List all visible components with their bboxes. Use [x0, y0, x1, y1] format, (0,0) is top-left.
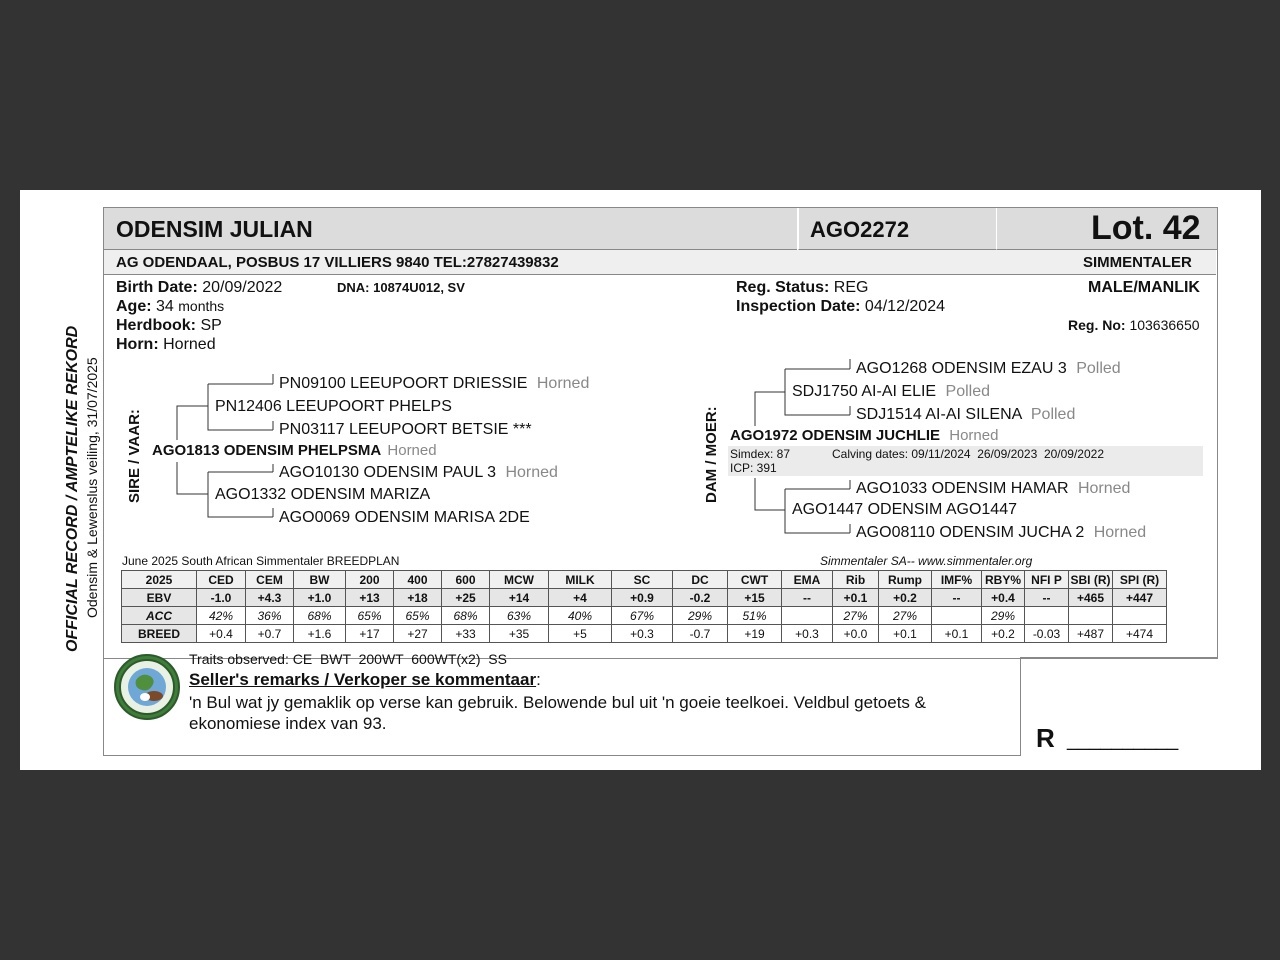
- ebv-header-cell: RBY%: [982, 571, 1025, 589]
- horn-status: Horned: [536, 375, 590, 392]
- animal-name-text: AGO08110 ODENSIM JUCHA 2: [856, 524, 1085, 541]
- ebv-cell: +4: [549, 589, 612, 607]
- ebv-header-cell: DC: [673, 571, 728, 589]
- sire-dam-dam: AGO0069 ODENSIM MARISA 2DE: [279, 509, 530, 526]
- dna-info: DNA: 10874U012, SV: [337, 280, 465, 295]
- ebv-cell: +15: [728, 589, 782, 607]
- ebv-row: [122, 589, 1167, 607]
- ebv-cell: 67%: [612, 607, 673, 625]
- ebv-header-cell: BW: [294, 571, 346, 589]
- remarks-heading-row: [189, 670, 541, 690]
- breed-name: SIMMENTALER: [1083, 254, 1192, 271]
- regno-label: Reg. No:: [1068, 317, 1126, 333]
- birth-label: Birth Date:: [116, 279, 198, 296]
- ebv-cell: 40%: [549, 607, 612, 625]
- animal-name-text: AGO1268 ODENSIM EZAU 3: [856, 360, 1067, 377]
- ebv-cell: -0.7: [673, 625, 728, 643]
- ebv-row-label: EBV: [122, 589, 197, 607]
- ebv-cell: 42%: [197, 607, 246, 625]
- ebv-cell: +13: [346, 589, 394, 607]
- ebv-header-cell: Rib: [833, 571, 879, 589]
- ebv-cell: 68%: [294, 607, 346, 625]
- dam-label: DAM / MOER:: [703, 406, 720, 503]
- remarks-heading: Seller's remarks / Verkoper se kommentaar: [189, 670, 537, 689]
- ebv-header-cell: NFI P: [1025, 571, 1069, 589]
- horn-label: Horn:: [116, 336, 159, 353]
- ebv-cell: -0.03: [1025, 625, 1069, 643]
- ebv-cell: +0.1: [833, 589, 879, 607]
- animal-name-text: PN09100 LEEUPOORT DRIESSIE: [279, 375, 528, 392]
- ebv-cell: 29%: [673, 607, 728, 625]
- ebv-cell: +0.4: [197, 625, 246, 643]
- dam-dam-dam: [856, 524, 1146, 542]
- ebv-cell: 68%: [442, 607, 490, 625]
- ebv-cell: --: [782, 589, 833, 607]
- animal-name: ODENSIM JULIAN: [116, 216, 313, 242]
- ebv-cell: [932, 607, 982, 625]
- price-box-divider: [1020, 657, 1021, 756]
- ebv-header-cell: EMA: [782, 571, 833, 589]
- ebv-cell: [1113, 607, 1167, 625]
- ebv-cell: +0.1: [932, 625, 982, 643]
- horn-status: Polled: [945, 383, 991, 400]
- price-box-top: [1020, 657, 1217, 658]
- ebv-cell: 36%: [246, 607, 294, 625]
- inspection-label: Inspection Date:: [736, 298, 861, 315]
- ebv-cell: +1.0: [294, 589, 346, 607]
- regstatus-label: Reg. Status:: [736, 279, 830, 296]
- ebv-cell: +25: [442, 589, 490, 607]
- ebv-header-cell: CED: [197, 571, 246, 589]
- ebv-header-cell: 200: [346, 571, 394, 589]
- ebv-cell: +465: [1069, 589, 1113, 607]
- price-label: R: [1036, 723, 1055, 753]
- ebv-header-row: [122, 571, 1167, 589]
- remarks-colon: :: [536, 670, 541, 689]
- ebv-cell: [1069, 607, 1113, 625]
- herdbook-label: Herdbook:: [116, 317, 196, 334]
- ebv-row-label: BREED: [122, 625, 197, 643]
- ebv-header-cell: Rump: [879, 571, 932, 589]
- dam-sire-dam: [856, 406, 1075, 424]
- ebv-header-cell: IMF%: [932, 571, 982, 589]
- herdbook-value: SP: [200, 317, 222, 334]
- globe-icon: [116, 656, 178, 718]
- birth-value: 20/09/2022: [202, 279, 283, 296]
- ebv-cell: 27%: [833, 607, 879, 625]
- ebv-table: [121, 570, 1167, 643]
- ebv-cell: +0.2: [879, 589, 932, 607]
- ebv-header-cell: SBI (R): [1070, 572, 1111, 587]
- ebv-cell: +18: [394, 589, 442, 607]
- ebv-cell: --: [932, 589, 982, 607]
- sire-sire-dam: PN03117 LEEUPOORT BETSIE ***: [279, 421, 532, 438]
- breedplan-website: Simmentaler SA-- www.simmentaler.org: [820, 554, 1033, 568]
- ebv-cell: 29%: [982, 607, 1025, 625]
- calving-dates: Calving dates: 09/11/2024 26/09/2023 20/09/2022: [832, 447, 1104, 461]
- horn-status: Horned: [387, 442, 437, 459]
- animal-name-text: AGO1813 ODENSIM PHELPSMA: [152, 442, 382, 459]
- animal-name-text: AGO1972 ODENSIM JUCHLIE: [730, 427, 941, 444]
- ebv-cell: +0.7: [246, 625, 294, 643]
- ebv-cell: +19: [728, 625, 782, 643]
- sex: MALE/MANLIK: [1088, 279, 1200, 296]
- dam-dam-sire: [856, 480, 1130, 498]
- frame-left-ext: [103, 657, 104, 756]
- frame-bottom: [103, 755, 1021, 756]
- ebv-cell: -0.2: [673, 589, 728, 607]
- breeder-address: AG ODENDAAL, POSBUS 17 VILLIERS 9840 TEL:27827439832: [116, 254, 559, 271]
- ebv-cell: --: [1025, 589, 1069, 607]
- animal-name-text: SDJ1750 AI-AI ELIE: [792, 383, 937, 400]
- ebv-cell: +487: [1069, 625, 1113, 643]
- animal-name-text: AGO1033 ODENSIM HAMAR: [856, 480, 1069, 497]
- ebv-row: [122, 625, 1167, 643]
- remarks-line-2: ekonomiese index van 93.: [189, 714, 387, 733]
- ebv-cell: +5: [549, 625, 612, 643]
- dam-sire: [792, 383, 990, 401]
- sire-label: SIRE / VAAR:: [126, 409, 143, 503]
- ebv-cell: +33: [442, 625, 490, 643]
- ebv-header-cell: SC: [612, 571, 673, 589]
- ebv-header-cell: 600: [442, 571, 490, 589]
- ebv-cell: [782, 607, 833, 625]
- ebv-cell: 65%: [394, 607, 442, 625]
- sire-dam-sire: [279, 464, 558, 482]
- sire-dam: AGO1332 ODENSIM MARIZA: [215, 486, 431, 503]
- ebv-cell: 51%: [728, 607, 782, 625]
- ebv-cell: +1.6: [294, 625, 346, 643]
- horn-status: Horned: [1077, 480, 1131, 497]
- ebv-cell: -1.0: [197, 589, 246, 607]
- age-unit: months: [178, 298, 225, 314]
- ebv-cell: 63%: [490, 607, 549, 625]
- ebv-cell: +14: [490, 589, 549, 607]
- regstatus-value: REG: [833, 279, 869, 296]
- ebv-cell: +17: [346, 625, 394, 643]
- breedplan-title: June 2025 South African Simmentaler BREEDPLAN: [122, 554, 400, 568]
- simdex: Simdex: 87: [730, 447, 791, 461]
- ebv-cell: +27: [394, 625, 442, 643]
- ebv-cell: 65%: [346, 607, 394, 625]
- lot-number: Lot. 42: [1091, 209, 1201, 247]
- ebv-header-cell: CWT: [728, 571, 782, 589]
- ebv-cell: +0.3: [782, 625, 833, 643]
- ebv-cell: +35: [490, 625, 549, 643]
- ebv-header-cell: SPI (R): [1113, 571, 1167, 589]
- sire-sire-sire: [279, 375, 589, 393]
- icp: ICP: 391: [730, 461, 777, 475]
- horn-status: Horned: [1093, 524, 1147, 541]
- ebv-cell: +0.1: [879, 625, 932, 643]
- dam: [730, 427, 998, 444]
- remarks-line-1: 'n Bul wat jy gemaklik op verse kan gebruik. Belowende bul uit 'n goeie teelkoei. Veldbul getoets &: [189, 693, 926, 712]
- ebv-cell: +0.2: [982, 625, 1025, 643]
- inspection-value: 04/12/2024: [864, 298, 945, 315]
- age-label: Age:: [116, 298, 152, 315]
- dam-sire-sire: [856, 360, 1121, 378]
- ebv-row-label: ACC: [122, 607, 197, 625]
- ebv-cell: +447: [1113, 589, 1167, 607]
- ebv-header-cell: MILK: [549, 571, 612, 589]
- horn-status: Horned: [949, 427, 999, 444]
- traits-observed: Traits observed: CE BWT 200WT 600WT(x2) SS: [189, 651, 507, 667]
- horn-value: Horned: [163, 336, 216, 353]
- sire-sire: PN12406 LEEUPOORT PHELPS: [215, 398, 452, 415]
- ebv-cell: +0.4: [982, 589, 1025, 607]
- price-line[interactable]: __________: [1067, 729, 1179, 751]
- animal-name-text: AGO10130 ODENSIM PAUL 3: [279, 464, 496, 481]
- ebv-header-cell: 400: [394, 571, 442, 589]
- ebv-header-cell: 2025: [122, 571, 197, 589]
- horn-status: Horned: [505, 464, 558, 481]
- animal-name-text: SDJ1514 AI-AI SILENA: [856, 406, 1022, 423]
- sale-label: Odensim & Lewenslus veiling, 31/07/2025: [84, 357, 100, 618]
- ebv-header-cell: MCW: [490, 571, 549, 589]
- sire: [152, 442, 437, 459]
- dam-dam: AGO1447 ODENSIM AGO1447: [792, 501, 1017, 518]
- ebv-header-cell: CEM: [246, 571, 294, 589]
- regno-value: 103636650: [1129, 317, 1200, 333]
- ebv-row: [122, 607, 1167, 625]
- ebv-cell: [1025, 607, 1069, 625]
- age-value: 34: [156, 298, 174, 315]
- animal-id: AGO2272: [810, 217, 910, 242]
- horn-status: Polled: [1030, 406, 1076, 423]
- ebv-cell: +474: [1113, 625, 1167, 643]
- ebv-cell: +4.3: [246, 589, 294, 607]
- ebv-cell: +0.9: [612, 589, 673, 607]
- simmentaler-logo: [114, 654, 180, 720]
- ebv-cell: 27%: [879, 607, 932, 625]
- official-record-label: OFFICIAL RECORD / AMPTELIKE REKORD: [64, 325, 81, 652]
- ebv-cell: +0.3: [612, 625, 673, 643]
- ebv-cell: +0.0: [833, 625, 879, 643]
- horn-status: Polled: [1076, 360, 1121, 377]
